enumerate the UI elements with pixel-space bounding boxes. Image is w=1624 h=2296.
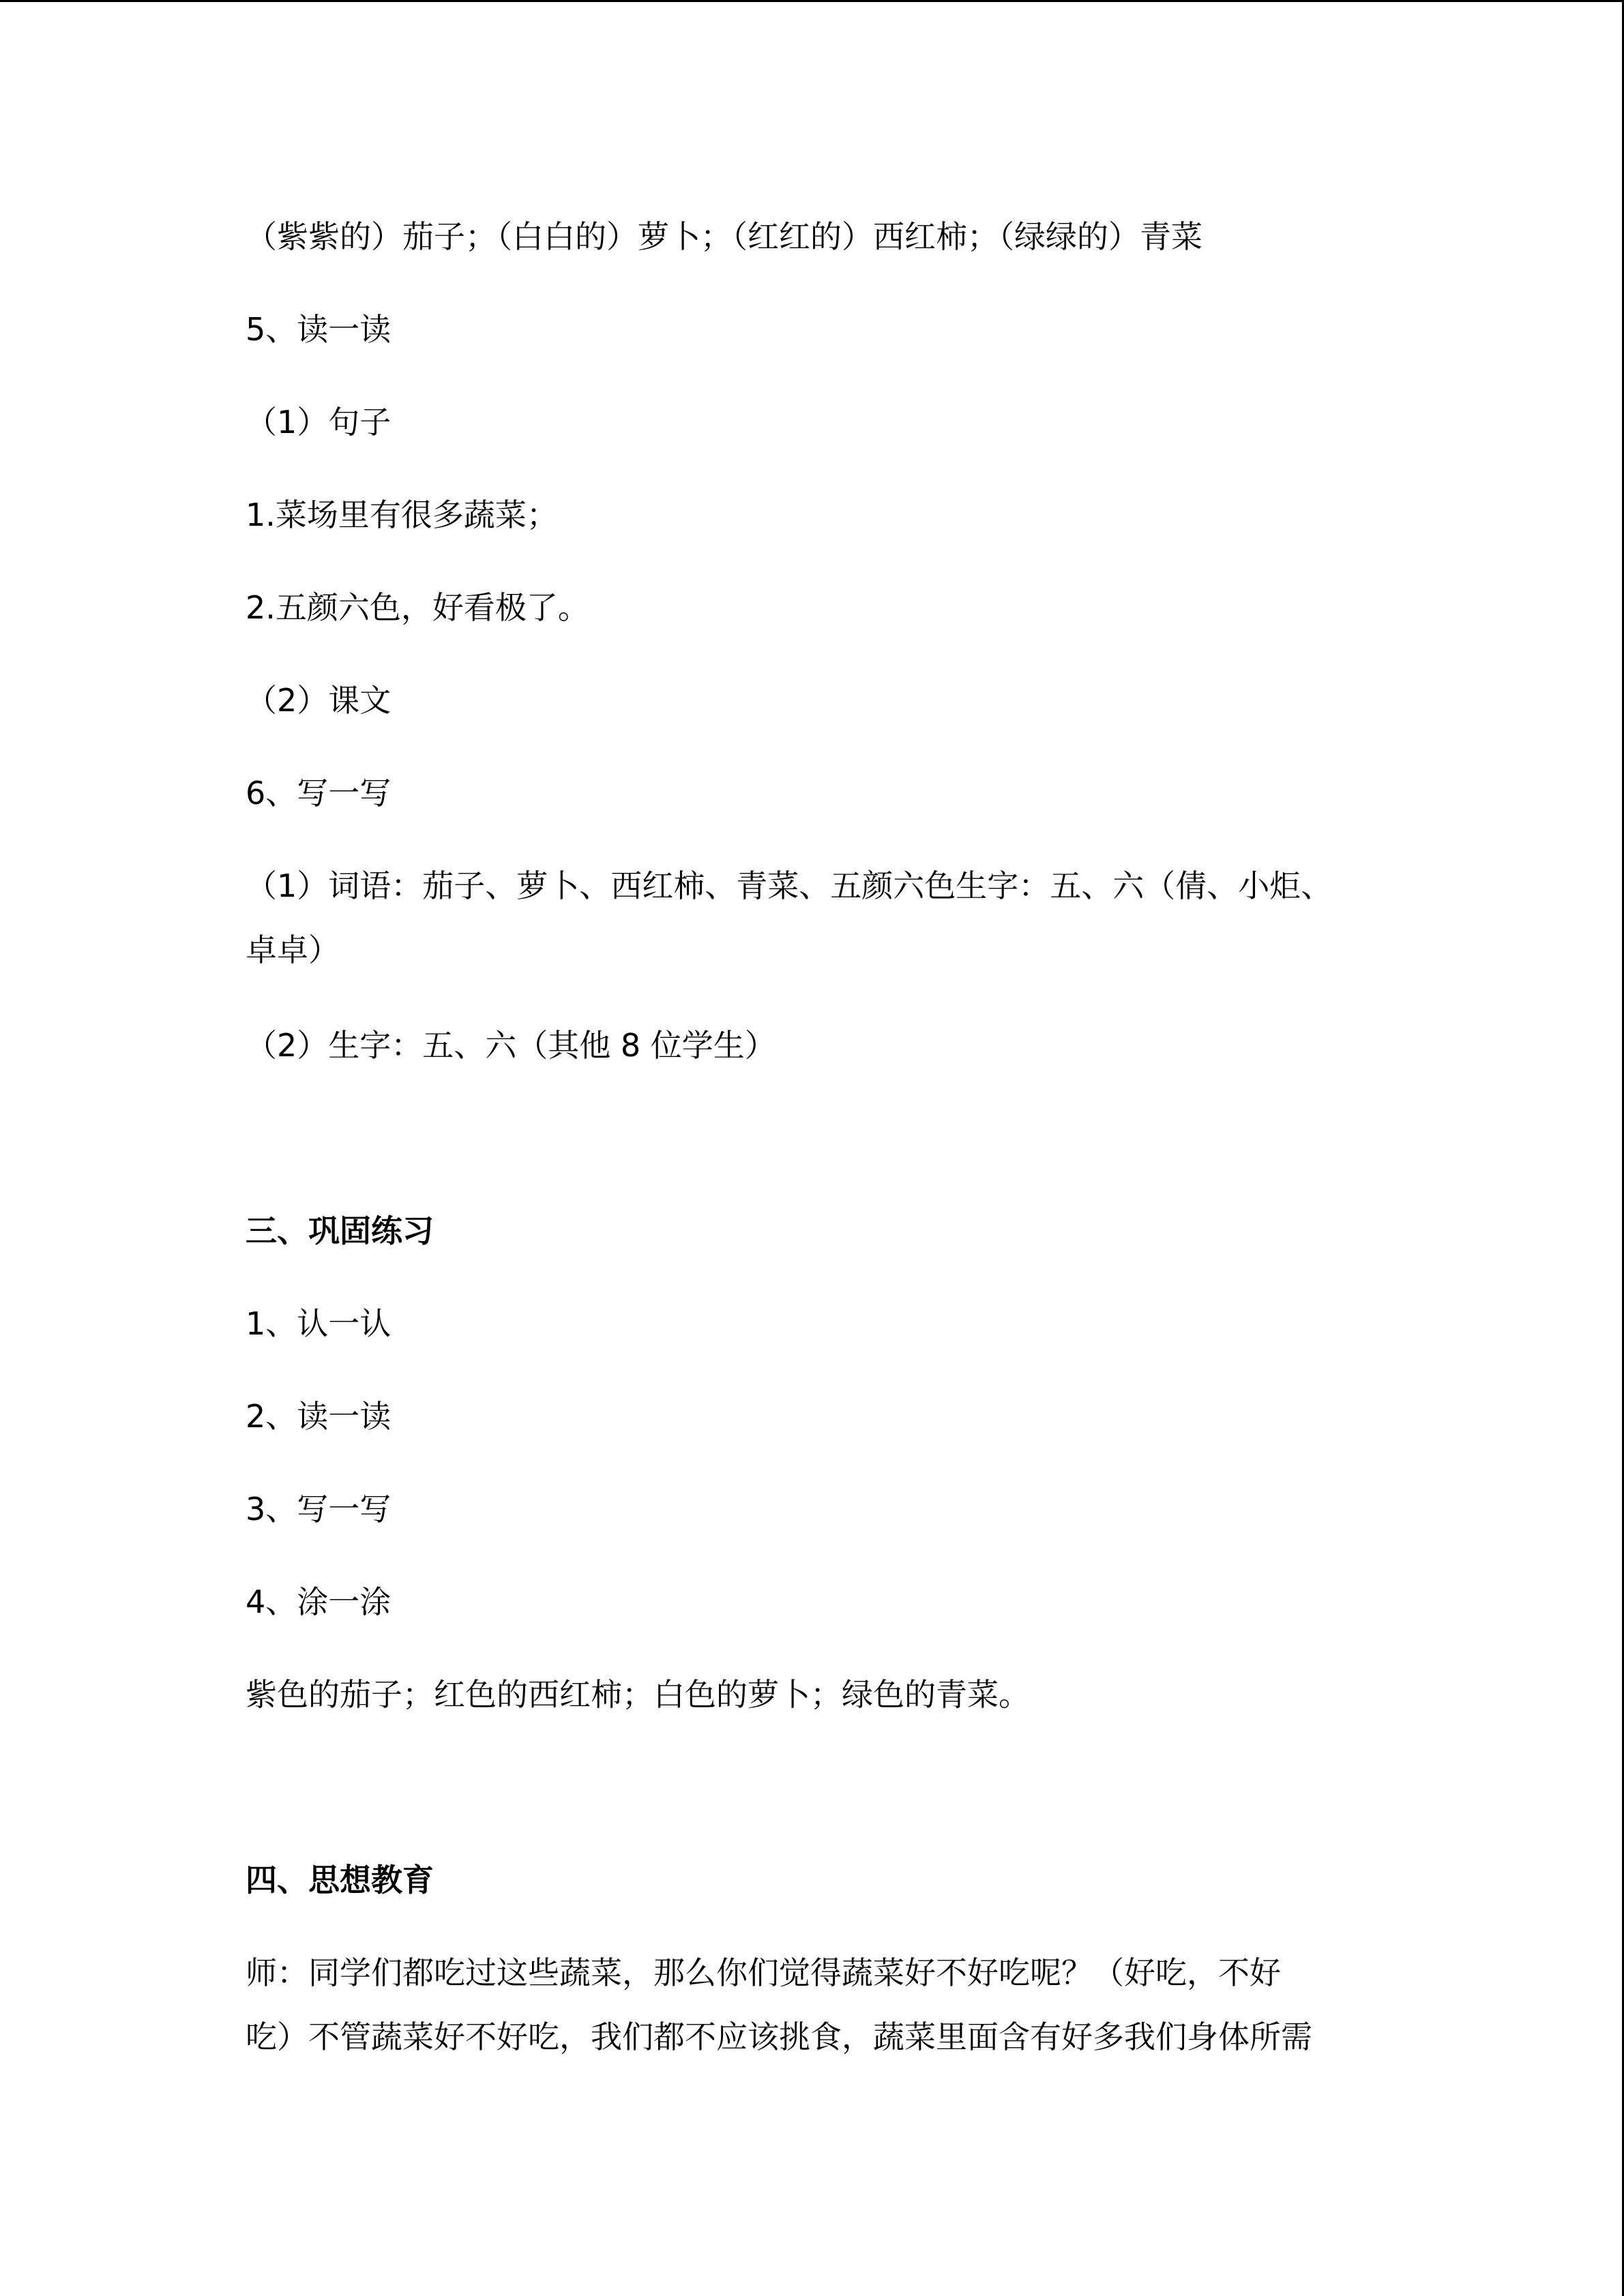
subitem-words-continued: 卓卓） — [246, 931, 340, 968]
vegetable-colors-line: （紫紫的）茄子；（白白的）萝卜；（红红的）西红柿；（绿绿的）青菜 — [246, 218, 1202, 255]
teacher-speech-line-1: 师：同学们都吃过这些蔬菜，那么你们觉得蔬菜好不好吃呢？（好吃，不好 — [246, 1954, 1281, 1991]
practice-item-4: 4、涂一涂 — [246, 1583, 392, 1620]
practice-item-2: 2、读一读 — [246, 1398, 392, 1435]
teacher-speech-line-2: 吃）不管蔬菜好不好吃，我们都不应该挑食，蔬菜里面含有好多我们身体所需 — [246, 2018, 1312, 2055]
subitem-text: （2）课文 — [246, 682, 392, 719]
heading-consolidation-practice: 三、巩固练习 — [246, 1212, 434, 1249]
practice-item-3: 3、写一写 — [246, 1491, 392, 1527]
section-item-read: 5、读一读 — [246, 311, 392, 348]
sentence-2: 2.五颜六色，好看极了。 — [246, 589, 589, 626]
sentence-1: 1.菜场里有很多蔬菜； — [246, 496, 558, 533]
subitem-sentences: （1）句子 — [246, 404, 392, 441]
coloring-answer-line: 紫色的茄子；红色的西红柿；白色的萝卜；绿色的青菜。 — [246, 1676, 1030, 1713]
subitem-words: （1）词语：茄子、萝卜、西红柿、青菜、五颜六色生字：五、六（倩、小炬、 — [246, 867, 1333, 904]
practice-item-1: 1、认一认 — [246, 1305, 392, 1342]
heading-moral-education: 四、思想教育 — [246, 1862, 434, 1898]
subitem-characters: （2）生字：五、六（其他 8 位学生） — [246, 1027, 776, 1064]
section-item-write: 6、写一写 — [246, 775, 392, 811]
